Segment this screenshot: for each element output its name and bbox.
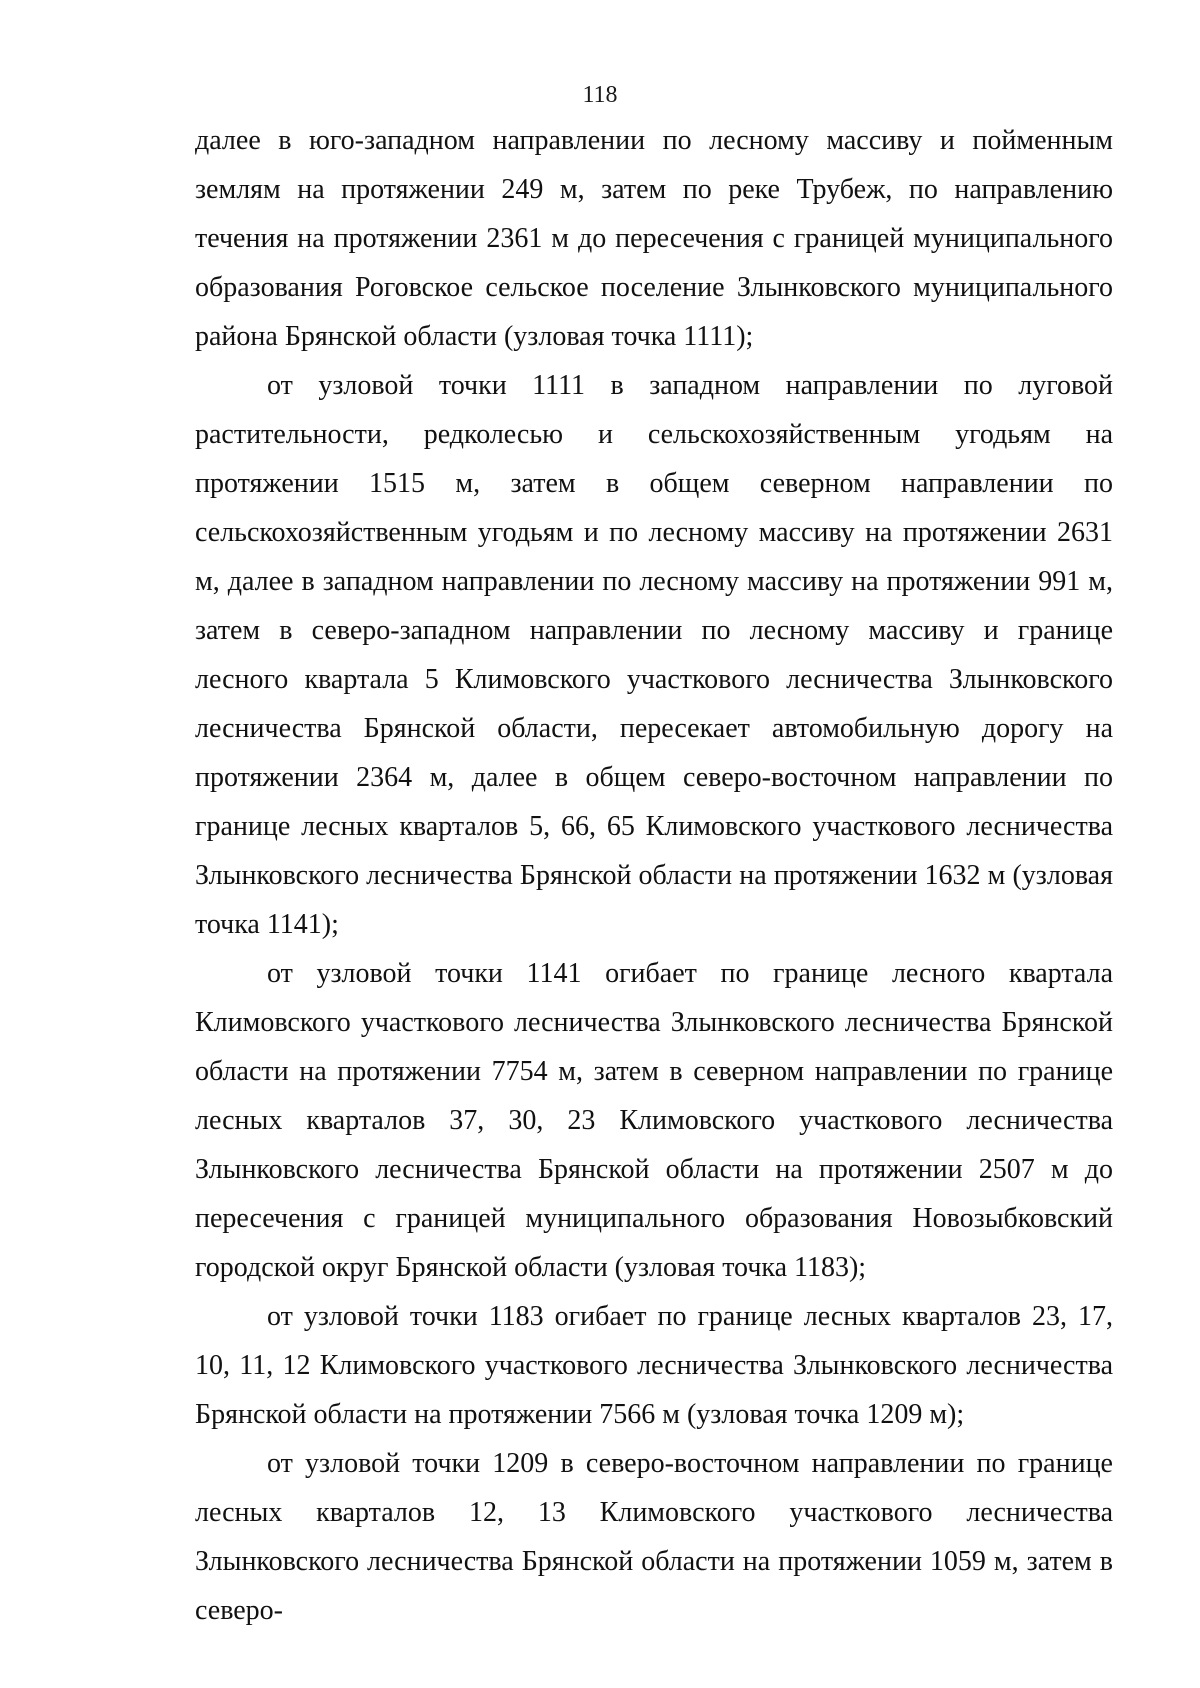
document-body [195, 116, 1113, 1635]
page-number: 118 [582, 82, 618, 108]
paragraph-5: от узловой точки 1209 в северо-восточном направлении по границе лесных кварталов 12, 13 Климовского участкового лесничества Злынковского лесничества Брянской области на протяжении 1059 м, затем в северо- [195, 1448, 1113, 1626]
paragraph-3: от узловой точки 1141 огибает по границе лесного квартала Климовского участкового лесничества Злынковского лесничества Брянской области на протяжении 7754 м, затем в северном направлении по границе лесных кварталов 37, 30, 23 Климовского участкового лесничества Злынковского лесничества Брянской области на протяжении 2507 м до пересечения с границей муниципального образования Новозыбковский городской округ Брянской области (узловая точка 1183); [195, 958, 1113, 1283]
paragraph-4: от узловой точки 1183 огибает по границе лесных кварталов 23, 17, 10, 11, 12 Климовского участкового лесничества Злынковского лесничества Брянской области на протяжении 7566 м (узловая точка 1209 м); [195, 1301, 1113, 1430]
paragraph-1: далее в юго-западном направлении по лесному массиву и пойменным землям на протяжении 249 м, затем по реке Трубеж, по направлению течения на протяжении 2361 м до пересечения с границей муниципального образования Роговское сельское поселение Злынковского муниципального района Брянской области (узловая точка 1111); [195, 125, 1113, 352]
paragraph-2: от узловой точки 1111 в западном направлении по луговой растительности, редколесью и сельскохозяйственным угодьям на протяжении 1515 м, затем в общем северном направлении по сельскохозяйственным угодьям и по лесному массиву на протяжении 2631 м, далее в западном направлении по лесному массиву на протяжении 991 м, затем в северо-западном направлении по лесному массиву и границе лесного квартала 5 Климовского участкового лесничества Злынковского лесничества Брянской области, пересекает автомобильную дорогу на протяжении 2364 м, далее в общем северо-восточном направлении по границе лесных кварталов 5, 66, 65 Климовского участкового лесничества Злынковского лесничества Брянской области на протяжении 1632 м (узловая точка 1141); [195, 370, 1113, 940]
